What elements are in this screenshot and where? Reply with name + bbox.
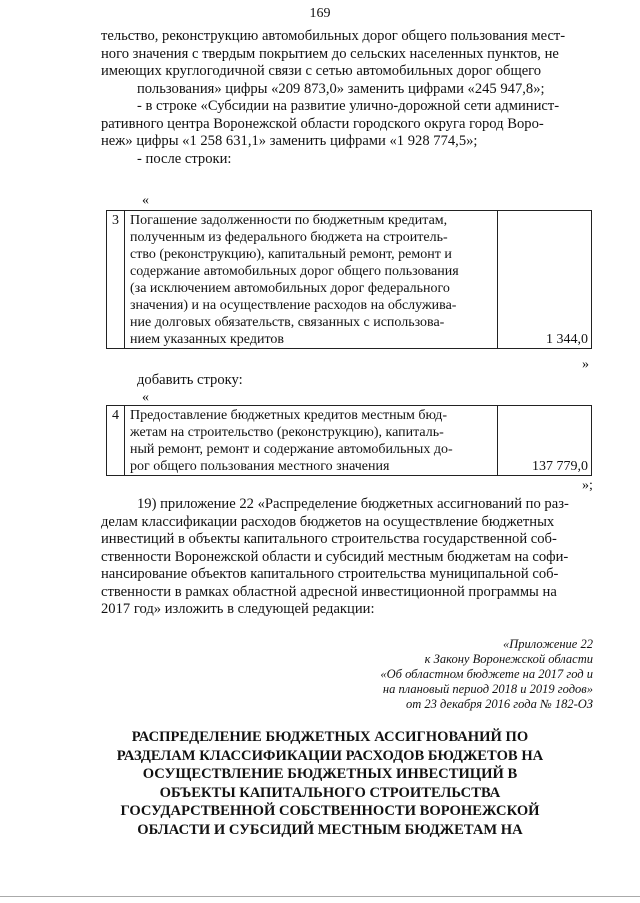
text-line: инвестиций в объекты капитального строительства государственной соб-: [101, 531, 557, 547]
heading-line: ГОСУДАРСТВЕННОЙ СОБСТВЕННОСТИ ВОРОНЕЖСКОЙ: [120, 803, 540, 819]
appendix-reference: [380, 637, 593, 712]
open-quote: «: [142, 390, 149, 405]
text-line: полученным из федерального бюджета на строитель-: [130, 230, 448, 245]
paragraph-19: [101, 496, 593, 619]
heading-line: ОБЛАСТИ И СУБСИДИЙ МЕСТНЫМ БЮДЖЕТАМ НА: [137, 821, 523, 838]
text-line: от 23 декабря 2016 года № 182-ОЗ: [406, 697, 593, 711]
heading-line: РАСПРЕДЕЛЕНИЕ БЮДЖЕТНЫХ АССИГНОВАНИЙ ПО: [131, 729, 529, 745]
text-line: 2017 год» изложить в следующей редакции:: [101, 601, 375, 617]
text-line: значения) и на осуществление расходов на обслужива-: [130, 298, 457, 313]
text-line: на плановый период 2018 и 2019 годов»: [382, 682, 593, 696]
table-row-3: [106, 210, 592, 349]
text-line: (за исключением автомобильных дорог федерального: [130, 281, 450, 296]
text-line: ние долговых обязательств, связанных с использова-: [130, 315, 445, 330]
table-row-4: [106, 405, 592, 476]
text-line: Предоставление бюджетных кредитов местным бюд-: [130, 408, 448, 423]
text-line: жетам на строительство (реконструкцию), капиталь-: [130, 425, 444, 440]
row-number: 4: [107, 406, 125, 476]
text-line: содержание автомобильных дорог общего пользования: [130, 264, 459, 279]
text-line: ство (реконструкцию), капитальный ремонт, ремонт и: [130, 247, 452, 262]
text-line: 19) приложение 22 «Распределение бюджетных ассигнований по раз-: [137, 496, 569, 512]
text-line: нием указанных кредитов: [130, 332, 284, 347]
text-line: ного значения с твердым покрытием до сельских населенных пунктов, не: [101, 45, 559, 62]
heading-line: РАЗДЕЛАМ КЛАССИФИКАЦИИ РАСХОДОВ БЮДЖЕТОВ НА: [116, 747, 544, 764]
heading-line: ОСУЩЕСТВЛЕНИЕ БЮДЖЕТНЫХ ИНВЕСТИЦИЙ В: [142, 766, 518, 782]
page-bottom-rule: [0, 896, 640, 897]
section-heading: [110, 728, 550, 839]
text-line: «Приложение 22: [503, 637, 593, 651]
text-line: ственности в рамках областной адресной инвестиционной программы на: [101, 583, 557, 600]
add-row-label: добавить строку:: [137, 372, 243, 388]
after-row-label: - после строки:: [137, 150, 232, 167]
open-quote: «: [142, 193, 149, 208]
text-line: делам классификации расходов бюджетов на осуществление бюджетных: [101, 513, 555, 530]
text-line: «Об областном бюджете на 2017 год и: [380, 667, 593, 681]
text-line: рог общего пользования местного значения: [130, 459, 390, 474]
text-line: Погашение задолженности по бюджетным кредитам,: [130, 213, 448, 228]
text-line: - в строке «Субсидии на развитие улично-дорожной сети админист-: [137, 98, 560, 114]
text-line: нансирование объектов капитального строительства муниципальной соб-: [101, 566, 559, 582]
close-quote-semicolon: »;: [582, 478, 593, 493]
row-value: 1 344,0: [498, 211, 592, 349]
text-line: неж» цифры «1 258 631,1» заменить цифрами «1 928 774,5»;: [101, 133, 478, 149]
amendment-paragraph: [101, 28, 593, 168]
text-line: пользования» цифры «209 873,0» заменить цифрами «245 947,8»;: [137, 80, 545, 97]
row-description: [125, 211, 498, 349]
text-line: ный ремонт, ремонт и содержание автомобильных до-: [130, 442, 453, 457]
row-value: 137 779,0: [498, 406, 592, 476]
page-number: 169: [309, 6, 331, 21]
text-line: ративного центра Воронежской области городского округа город Воро-: [101, 115, 544, 132]
text-line: к Закону Воронежской области: [424, 652, 593, 666]
row-number: 3: [107, 211, 125, 349]
text-line: ственности Воронежской области и субсидий местным бюджетам на софи-: [101, 548, 569, 565]
row-description: [125, 406, 498, 476]
close-quote: »: [582, 357, 589, 372]
text-line: тельство, реконструкцию автомобильных дорог общего пользования мест-: [101, 28, 566, 44]
text-line: имеющих круглогодичной связи с сетью автомобильных дорог общего: [101, 63, 542, 79]
heading-line: ОБЪЕКТЫ КАПИТАЛЬНОГО СТРОИТЕЛЬСТВА: [159, 784, 501, 801]
